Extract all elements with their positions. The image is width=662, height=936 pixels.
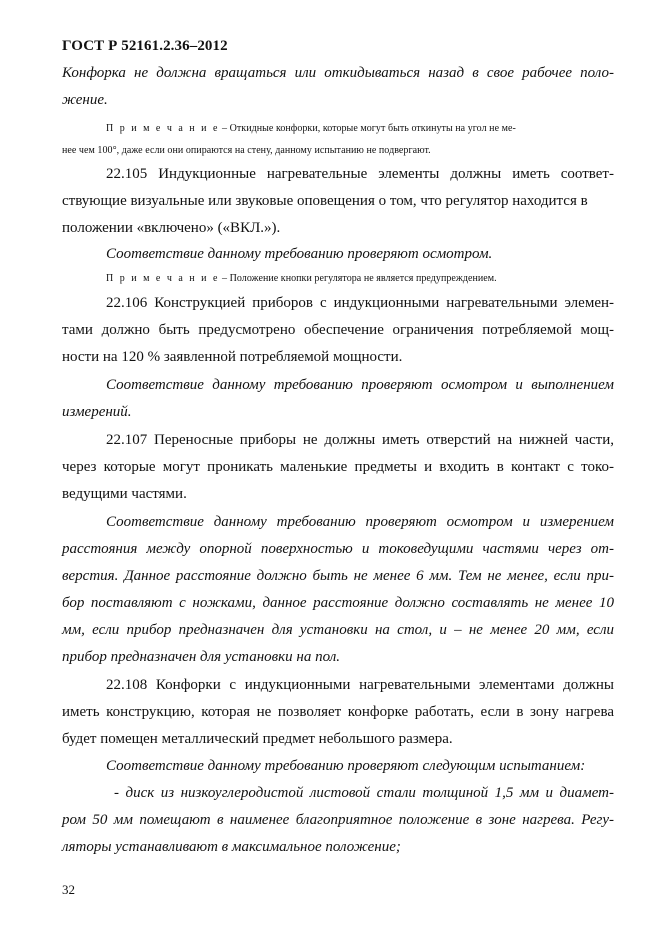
text-line: Соответствие данному требованию проверяют осмотром. — [106, 246, 493, 262]
text-line: положении «включено» («ВКЛ.»). — [62, 220, 281, 236]
text-line: измерений. — [62, 404, 132, 420]
note-line: нее чем 100°, даже если они опираются на стену, данному испытанию не подвергают. — [62, 145, 431, 156]
page-header: ГОСТ Р 52161.2.36–2012 — [62, 38, 228, 54]
text-line: ствующие визуальные или звуковые оповещения о том, что регулятор находится в — [62, 193, 588, 209]
text-line: тами должно быть предусмотрено обеспечение ограничения потребляемой мощ- — [62, 322, 614, 338]
note-prefix: П р и м е ч а н и е — [106, 123, 220, 134]
note-text: – Положение кнопки регулятора не является предупреждением. — [219, 273, 497, 284]
text-line: 22.108 Конфорки с индукционными нагревательными элементами должны — [106, 677, 614, 693]
note-prefix: П р и м е ч а н и е — [106, 273, 220, 284]
text-line: - диск из низкоуглеродистой листовой стали толщиной 1,5 мм и диамет- — [114, 785, 614, 801]
text-line: через которые могут проникать маленькие предметы и входить в контакт с токо- — [62, 459, 614, 475]
text-line: расстояния между опорной поверхностью и токоведущими частями через от- — [62, 541, 614, 557]
text-line: ляторы устанавливают в максимальное положение; — [62, 839, 401, 855]
text-line: Конфорка не должна вращаться или откидываться назад в свое рабочее поло- — [62, 65, 614, 81]
note-text: – Откидные конфорки, которые могут быть откинуты на угол не ме- — [219, 123, 516, 134]
page-number: 32 — [62, 882, 75, 897]
text-line: ведущими частями. — [62, 486, 187, 502]
note-line — [106, 273, 497, 284]
text-line: мм, если прибор предназначен для установки на стол, и – не менее 20 мм, если — [62, 622, 614, 638]
text-line: Соответствие данному требованию проверяют осмотром и измерением — [106, 514, 614, 530]
text-line: прибор предназначен для установки на пол. — [62, 649, 341, 665]
text-line: будет помещен металлический предмет небольшого размера. — [62, 731, 453, 747]
text-line: 22.105 Индукционные нагревательные элементы должны иметь соответ- — [106, 166, 614, 182]
text-line: Соответствие данному требованию проверяют следующим испытанием: — [106, 758, 586, 774]
text-line: жение. — [62, 92, 108, 108]
text-line: ром 50 мм помещают в наименее благоприятное положение в зоне нагрева. Регу- — [62, 812, 614, 828]
text-line: ности на 120 % заявленной потребляемой мощности. — [62, 349, 403, 365]
text-line: 22.106 Конструкцией приборов с индукционными нагревательными элемен- — [106, 295, 614, 311]
text-line: верстия. Данное расстояние должно быть не менее 6 мм. Тем не менее, если при- — [62, 568, 614, 584]
text-line: 22.107 Переносные приборы не должны иметь отверстий на нижней части, — [106, 432, 614, 448]
text-line: бор поставляют с ножками, данное расстояние должно составлять не менее 10 — [62, 595, 614, 611]
text-line: Соответствие данному требованию проверяют осмотром и выполнением — [106, 377, 614, 393]
note-line — [106, 123, 516, 134]
text-line: иметь конструкцию, которая не позволяет конфорке работать, если в зону нагрева — [62, 704, 614, 720]
